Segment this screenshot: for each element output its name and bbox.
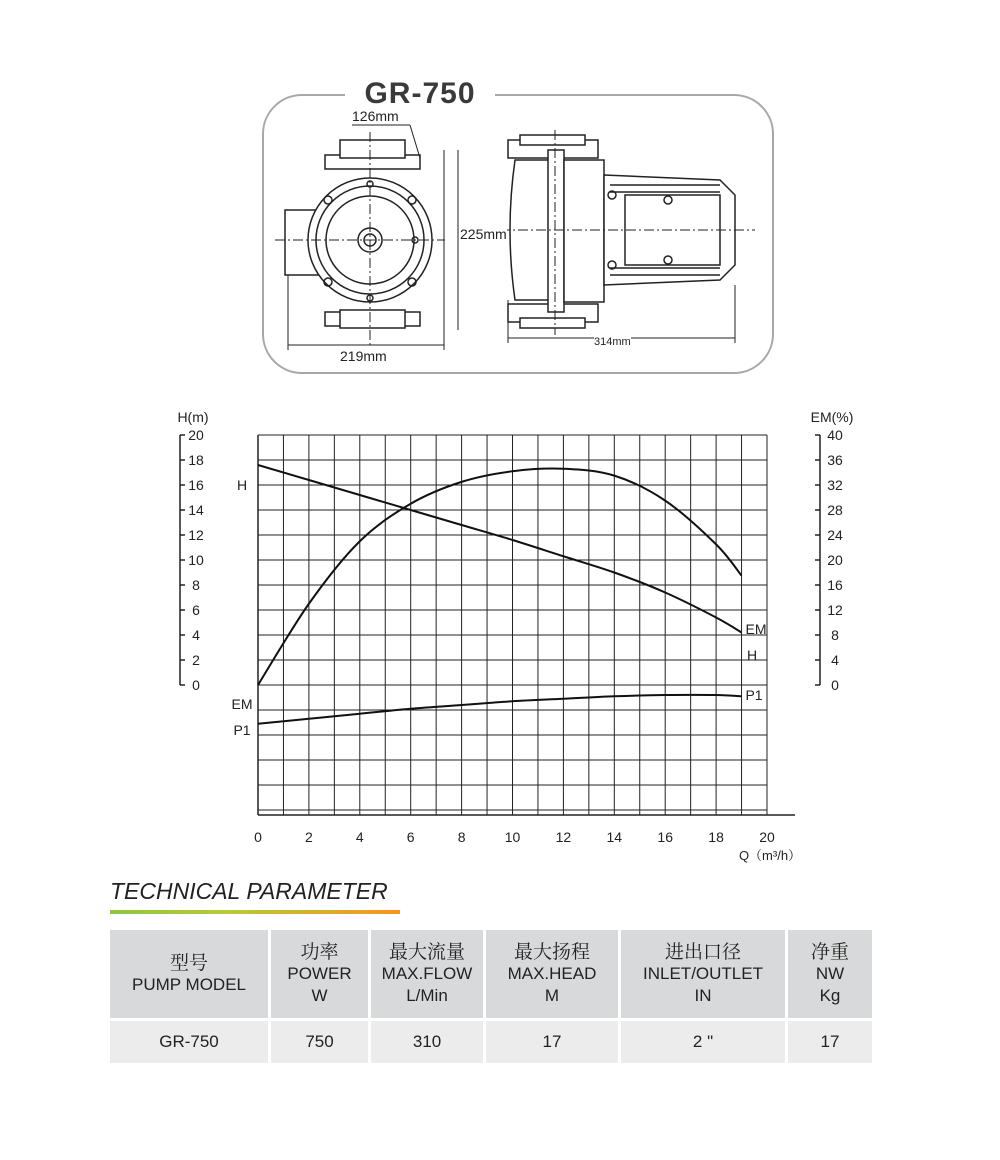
table-row <box>110 1018 872 1063</box>
label-p1-left: P1 <box>233 722 251 738</box>
series-p1-line <box>258 695 742 724</box>
dim-length: 314mm <box>594 336 631 348</box>
right-tick-label: 0 <box>831 677 839 693</box>
dim-width-top: 126mm <box>352 108 399 124</box>
left-tick-label: 6 <box>192 602 200 618</box>
title-underline <box>110 910 400 914</box>
right-tick-label: 24 <box>827 527 843 543</box>
x-axis-label: Q（m³/h） <box>738 848 802 863</box>
table-header-row <box>110 930 872 1018</box>
right-tick-label: 40 <box>827 427 843 443</box>
left-tick-label: 0 <box>192 677 200 693</box>
cell-max-head: 17 <box>486 1018 621 1063</box>
performance-chart <box>0 400 1000 870</box>
right-tick-label: 4 <box>831 652 839 668</box>
dim-width-bottom: 219mm <box>340 348 387 364</box>
left-tick-label: 20 <box>188 427 204 443</box>
model-title: GR-750 <box>345 72 495 116</box>
left-tick-label: 4 <box>192 627 200 643</box>
left-tick-label: 18 <box>188 452 204 468</box>
x-tick-label: 6 <box>406 829 415 845</box>
header-net-weight: 净重 NW Kg <box>788 930 872 1018</box>
left-tick-label: 14 <box>188 502 204 518</box>
pump-drawing <box>0 0 1000 400</box>
header-power: 功率 POWER W <box>271 930 371 1018</box>
series-em-line <box>258 469 742 685</box>
right-tick-label: 20 <box>827 552 843 568</box>
header-max-head: 最大扬程 MAX.HEAD M <box>486 930 621 1018</box>
left-tick-label: 16 <box>188 477 204 493</box>
left-tick-label: 12 <box>188 527 204 543</box>
technical-parameter-title: TECHNICAL PARAMETER <box>110 878 388 904</box>
right-tick-label: 8 <box>831 627 839 643</box>
series-h-line <box>258 465 742 633</box>
pump-front-view <box>275 125 458 350</box>
x-tick-label: 12 <box>555 829 572 845</box>
label-em-right: EM <box>745 621 767 637</box>
label-em-left: EM <box>231 696 253 712</box>
x-tick-label: 4 <box>355 829 364 845</box>
right-tick-label: 36 <box>827 452 843 468</box>
x-tick-label: 2 <box>305 829 313 845</box>
cell-model: GR-750 <box>110 1018 271 1063</box>
left-tick-label: 2 <box>192 652 200 668</box>
cell-net-weight: 17 <box>788 1018 872 1063</box>
x-tick-label: 16 <box>657 829 673 845</box>
x-tick-label: 20 <box>759 829 775 845</box>
label-h-right: H <box>746 647 758 663</box>
right-tick-label: 16 <box>827 577 843 593</box>
header-model: 型号 PUMP MODEL <box>110 930 271 1018</box>
x-tick-label: 8 <box>457 829 466 845</box>
x-tick-label: 0 <box>254 829 262 845</box>
right-axis-label: EM(%) <box>810 409 854 425</box>
right-tick-label: 28 <box>827 502 843 518</box>
left-tick-label: 10 <box>188 552 204 568</box>
technical-parameter-table <box>110 930 872 1063</box>
right-tick-label: 32 <box>827 477 843 493</box>
cell-inlet-outlet: 2 " <box>621 1018 788 1063</box>
left-tick-label: 8 <box>192 577 200 593</box>
cell-power: 750 <box>271 1018 371 1063</box>
header-max-flow: 最大流量 MAX.FLOW L/Min <box>371 930 486 1018</box>
pump-side-view <box>500 130 755 343</box>
label-h-left: H <box>236 477 248 493</box>
header-inlet-outlet: 进出口径 INLET/OUTLET IN <box>621 930 788 1018</box>
cell-max-flow: 310 <box>371 1018 486 1063</box>
x-tick-label: 14 <box>606 829 623 845</box>
x-tick-label: 18 <box>708 829 724 845</box>
x-tick-label: 10 <box>504 829 521 845</box>
label-p1-right: P1 <box>745 687 763 703</box>
left-axis-label: H(m) <box>177 409 209 425</box>
right-tick-label: 12 <box>827 602 843 618</box>
dim-height: 225mm <box>460 226 507 242</box>
